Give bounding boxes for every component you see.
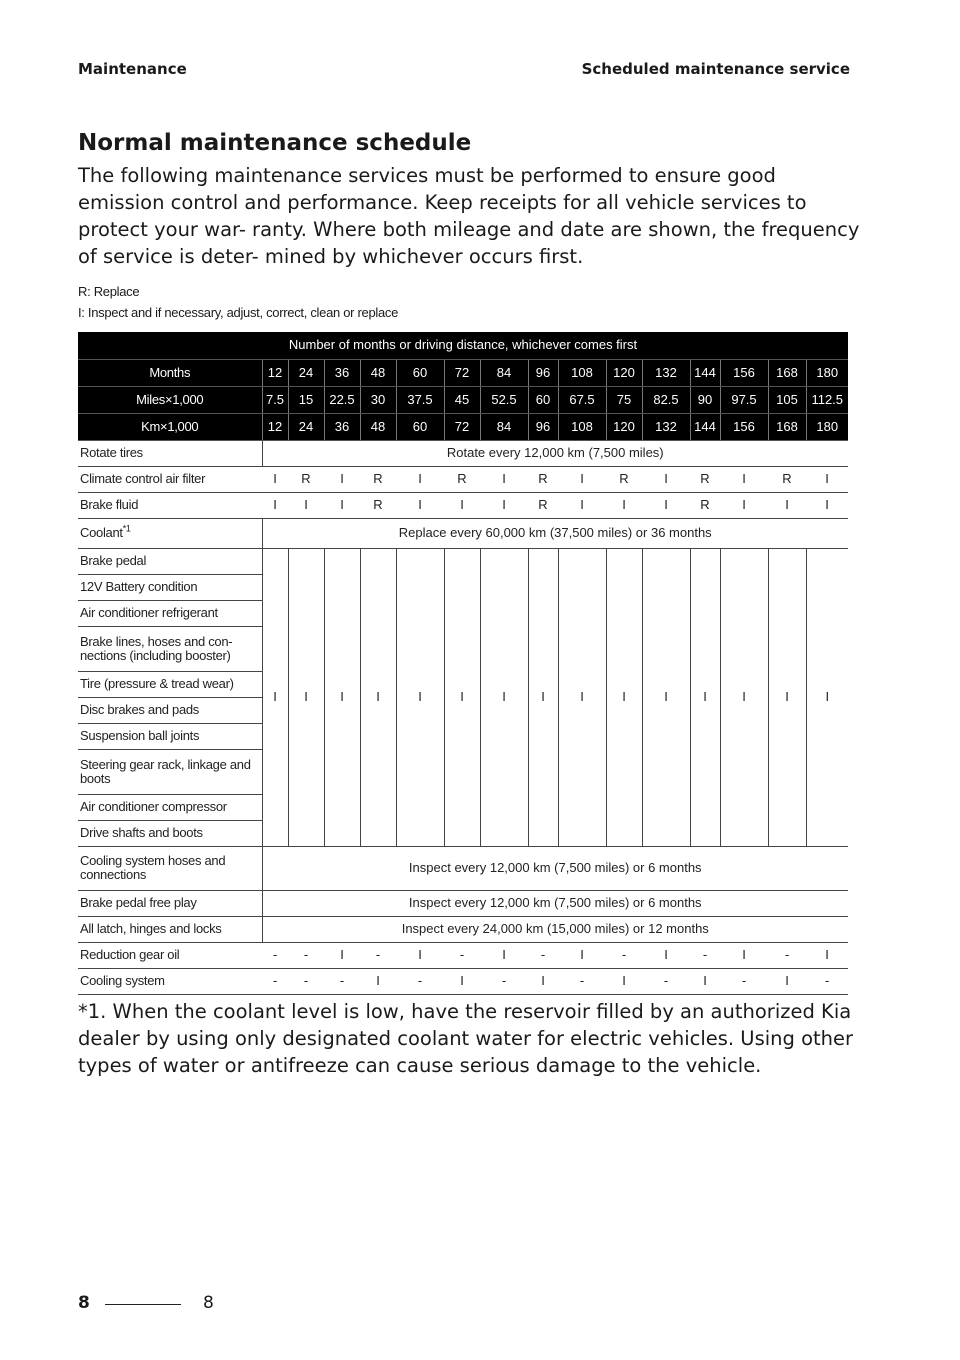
cell: I bbox=[324, 466, 360, 492]
cell: 96 bbox=[528, 359, 558, 386]
row-note: Rotate every 12,000 km (7,500 miles) bbox=[262, 440, 848, 466]
cell: 180 bbox=[806, 359, 848, 386]
cell: I bbox=[396, 942, 444, 968]
table-row bbox=[78, 890, 848, 916]
cell: 105 bbox=[768, 386, 806, 413]
cell: I bbox=[528, 548, 558, 846]
cell: I bbox=[642, 466, 690, 492]
cell: - bbox=[642, 968, 690, 994]
cell: I bbox=[558, 492, 606, 518]
cell: I bbox=[806, 548, 848, 846]
cell: I bbox=[642, 942, 690, 968]
miles-row bbox=[78, 386, 848, 413]
cell: - bbox=[528, 942, 558, 968]
table-row bbox=[78, 466, 848, 492]
row-label: Air conditioner refrigerant bbox=[78, 600, 262, 626]
cell: I bbox=[606, 968, 642, 994]
cell: I bbox=[396, 466, 444, 492]
cell: I bbox=[606, 492, 642, 518]
intro-paragraph: The following maintenance services must be performed to ensure good emission control and performance. Keep receipts for all vehicle services to protect your war- ranty. Where both mileage and date are shown, the frequency of service is deter- mined by whichever occurs first. bbox=[78, 164, 860, 268]
cell: 48 bbox=[360, 413, 396, 440]
cell: I bbox=[558, 466, 606, 492]
cell: - bbox=[262, 968, 288, 994]
cell: I bbox=[806, 942, 848, 968]
cell: 84 bbox=[480, 359, 528, 386]
cell: 97.5 bbox=[720, 386, 768, 413]
cell: R bbox=[288, 466, 324, 492]
cell: 90 bbox=[690, 386, 720, 413]
table-row bbox=[78, 942, 848, 968]
cell: I bbox=[690, 968, 720, 994]
cell: - bbox=[262, 942, 288, 968]
legend-inspect: I: Inspect and if necessary, adjust, correct, clean or replace bbox=[78, 305, 399, 320]
cell: 48 bbox=[360, 359, 396, 386]
table-row bbox=[78, 968, 848, 994]
cell: I bbox=[480, 466, 528, 492]
banner-cell: Number of months or driving distance, whichever comes first bbox=[78, 332, 848, 359]
cell: 108 bbox=[558, 359, 606, 386]
cell: 156 bbox=[720, 413, 768, 440]
cell: I bbox=[690, 548, 720, 846]
cell: 82.5 bbox=[642, 386, 690, 413]
cell: I bbox=[806, 466, 848, 492]
cell: I bbox=[262, 466, 288, 492]
cell: 84 bbox=[480, 413, 528, 440]
cell: 120 bbox=[606, 413, 642, 440]
cell: R bbox=[606, 466, 642, 492]
cell: 24 bbox=[288, 413, 324, 440]
row-label: Brake fluid bbox=[78, 492, 262, 518]
row-note: Inspect every 24,000 km (15,000 miles) or 12 months bbox=[262, 916, 848, 942]
table-row bbox=[78, 518, 848, 548]
row-label: Cooling system bbox=[78, 968, 262, 994]
months-label: Months bbox=[78, 359, 262, 386]
cell: - bbox=[690, 942, 720, 968]
cell: I bbox=[262, 492, 288, 518]
cell: - bbox=[444, 942, 480, 968]
cell: I bbox=[720, 942, 768, 968]
row-label: 12V Battery condition bbox=[78, 574, 262, 600]
km-label: Km×1,000 bbox=[78, 413, 262, 440]
cell: 30 bbox=[360, 386, 396, 413]
cell: I bbox=[720, 466, 768, 492]
table-row bbox=[78, 548, 848, 574]
cell: I bbox=[444, 968, 480, 994]
cell: 96 bbox=[528, 413, 558, 440]
row-label: Cooling system hoses and connections bbox=[78, 846, 262, 890]
cell: I bbox=[806, 492, 848, 518]
cell: - bbox=[558, 968, 606, 994]
cell: I bbox=[720, 492, 768, 518]
cell: 132 bbox=[642, 413, 690, 440]
cell: 36 bbox=[324, 359, 360, 386]
cell: I bbox=[720, 548, 768, 846]
cell: I bbox=[288, 548, 324, 846]
legend-replace: R: Replace bbox=[78, 284, 140, 299]
cell: 12 bbox=[262, 359, 288, 386]
cell: I bbox=[642, 492, 690, 518]
row-label: All latch, hinges and locks bbox=[78, 916, 262, 942]
cell: I bbox=[642, 548, 690, 846]
cell: 45 bbox=[444, 386, 480, 413]
cell: 72 bbox=[444, 359, 480, 386]
table-row bbox=[78, 440, 848, 466]
cell: R bbox=[528, 492, 558, 518]
table-row bbox=[78, 916, 848, 942]
cell: I bbox=[558, 942, 606, 968]
row-label: Air conditioner compressor bbox=[78, 794, 262, 820]
months-row bbox=[78, 359, 848, 386]
header-section-left: Maintenance bbox=[78, 60, 187, 78]
cell: I bbox=[480, 492, 528, 518]
cell: I bbox=[768, 492, 806, 518]
row-label: Steering gear rack, linkage and boots bbox=[78, 749, 262, 794]
row-label: Suspension ball joints bbox=[78, 723, 262, 749]
cell: R bbox=[444, 466, 480, 492]
row-label: Reduction gear oil bbox=[78, 942, 262, 968]
cell: 60 bbox=[396, 413, 444, 440]
row-note: Inspect every 12,000 km (7,500 miles) or 6 months bbox=[262, 890, 848, 916]
cell: 168 bbox=[768, 359, 806, 386]
cell: - bbox=[806, 968, 848, 994]
cell: I bbox=[262, 548, 288, 846]
maintenance-table bbox=[78, 332, 848, 995]
cell: 180 bbox=[806, 413, 848, 440]
cell: 67.5 bbox=[558, 386, 606, 413]
cell: I bbox=[480, 548, 528, 846]
coolant-label: Coolant bbox=[80, 525, 123, 540]
cell: R bbox=[360, 492, 396, 518]
cell: 37.5 bbox=[396, 386, 444, 413]
table-row bbox=[78, 492, 848, 518]
row-label: Climate control air filter bbox=[78, 466, 262, 492]
cell: I bbox=[606, 548, 642, 846]
cell: 60 bbox=[528, 386, 558, 413]
cell: 7.5 bbox=[262, 386, 288, 413]
row-label: Drive shafts and boots bbox=[78, 820, 262, 846]
cell: I bbox=[768, 548, 806, 846]
row-note: Replace every 60,000 km (37,500 miles) or 36 months bbox=[262, 518, 848, 548]
cell: 22.5 bbox=[324, 386, 360, 413]
cell: I bbox=[480, 942, 528, 968]
row-label bbox=[78, 518, 262, 548]
footnote: *1. When the coolant level is low, have the reservoir filled by an authorized Kia dealer by using only designated coolant water for electric vehicles. Using other types of water or antifreeze can cause serious damage to the vehicle. bbox=[78, 1000, 854, 1077]
cell: R bbox=[690, 466, 720, 492]
legend bbox=[78, 281, 398, 323]
cell: 72 bbox=[444, 413, 480, 440]
cell: R bbox=[528, 466, 558, 492]
cell: 120 bbox=[606, 359, 642, 386]
row-note: Inspect every 12,000 km (7,500 miles) or 6 months bbox=[262, 846, 848, 890]
cell: - bbox=[288, 968, 324, 994]
cell: I bbox=[444, 492, 480, 518]
cell: 144 bbox=[690, 413, 720, 440]
cell: 12 bbox=[262, 413, 288, 440]
footnote-marker: *1 bbox=[122, 523, 131, 534]
cell: 36 bbox=[324, 413, 360, 440]
cell: 24 bbox=[288, 359, 324, 386]
cell: - bbox=[720, 968, 768, 994]
cell: 132 bbox=[642, 359, 690, 386]
cell: I bbox=[324, 548, 360, 846]
cell: - bbox=[360, 942, 396, 968]
cell: I bbox=[768, 968, 806, 994]
cell: 60 bbox=[396, 359, 444, 386]
row-label: Rotate tires bbox=[78, 440, 262, 466]
page-number-rule bbox=[105, 1304, 181, 1305]
cell: I bbox=[360, 548, 396, 846]
row-label: Brake lines, hoses and con- nections (including booster) bbox=[78, 626, 262, 671]
table-row bbox=[78, 846, 848, 890]
cell: - bbox=[768, 942, 806, 968]
cell: 108 bbox=[558, 413, 606, 440]
miles-label: Miles×1,000 bbox=[78, 386, 262, 413]
cell: 168 bbox=[768, 413, 806, 440]
cell: R bbox=[360, 466, 396, 492]
row-label: Brake pedal bbox=[78, 548, 262, 574]
cell: 15 bbox=[288, 386, 324, 413]
cell: I bbox=[558, 548, 606, 846]
cell: I bbox=[288, 492, 324, 518]
banner-row bbox=[78, 332, 848, 359]
cell: I bbox=[528, 968, 558, 994]
cell: I bbox=[324, 942, 360, 968]
cell: R bbox=[768, 466, 806, 492]
cell: 156 bbox=[720, 359, 768, 386]
cell: I bbox=[360, 968, 396, 994]
cell: 52.5 bbox=[480, 386, 528, 413]
cell: 112.5 bbox=[806, 386, 848, 413]
cell: I bbox=[324, 492, 360, 518]
cell: I bbox=[396, 492, 444, 518]
cell: 144 bbox=[690, 359, 720, 386]
cell: - bbox=[606, 942, 642, 968]
cell: I bbox=[396, 548, 444, 846]
header-section-right: Scheduled maintenance service bbox=[581, 60, 850, 78]
km-row bbox=[78, 413, 848, 440]
row-label: Brake pedal free play bbox=[78, 890, 262, 916]
cell: - bbox=[396, 968, 444, 994]
page-sub-number: 8 bbox=[203, 1293, 214, 1313]
page-title: Normal maintenance schedule bbox=[78, 130, 472, 156]
cell: - bbox=[480, 968, 528, 994]
cell: R bbox=[690, 492, 720, 518]
row-label: Disc brakes and pads bbox=[78, 697, 262, 723]
row-label: Tire (pressure & tread wear) bbox=[78, 671, 262, 697]
cell: 75 bbox=[606, 386, 642, 413]
cell: - bbox=[324, 968, 360, 994]
cell: - bbox=[288, 942, 324, 968]
page-number: 8 bbox=[78, 1293, 90, 1313]
cell: I bbox=[444, 548, 480, 846]
